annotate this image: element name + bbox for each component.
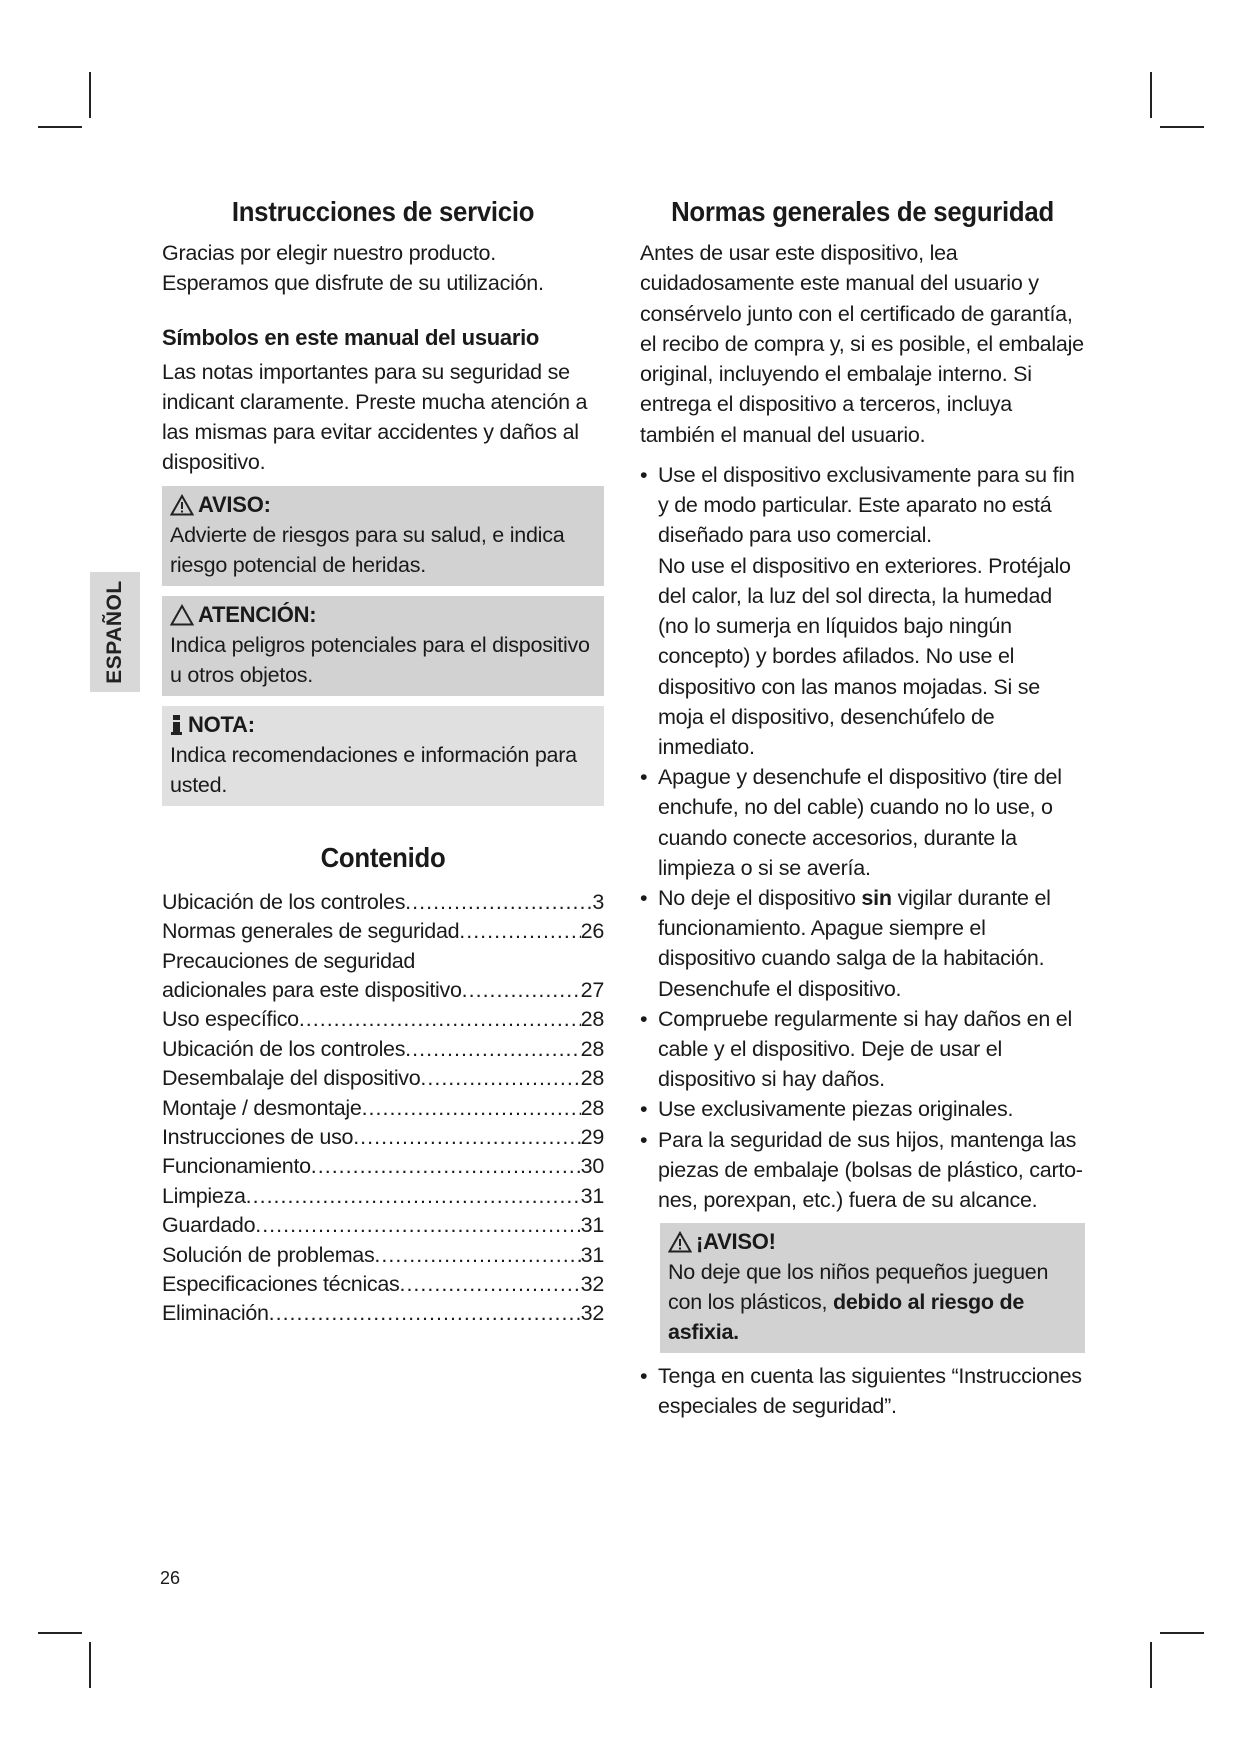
warning-icon [170, 494, 194, 516]
toc-entry[interactable]: Limpieza ..... 31 [162, 1182, 604, 1211]
caution-icon [170, 604, 194, 626]
aviso-box [162, 486, 604, 586]
table-of-contents [162, 888, 604, 1329]
toc-entry[interactable]: Especificaciones técnicas ..... 32 [162, 1270, 604, 1299]
toc-entry[interactable]: Montaje / desmontaje ..... 28 [162, 1094, 604, 1123]
page-title: Instrucciones de servicio [231, 196, 535, 227]
toc-title: Contenido [320, 841, 446, 873]
toc-entry-pre-line: Precauciones de seguridad [162, 948, 416, 973]
nota-title: NOTA: [188, 711, 255, 737]
aviso-title: AVISO: [198, 491, 271, 517]
toc-entry[interactable]: Eliminación ..... 32 [162, 1299, 604, 1328]
atencion-box [162, 596, 604, 696]
crop-mark [1150, 1642, 1152, 1688]
crop-mark [1160, 126, 1204, 128]
crop-mark [1160, 1632, 1204, 1634]
toc-entry[interactable]: Normas generales de seguridad ..... 26 [162, 917, 604, 946]
right-column [640, 196, 1085, 1422]
symbols-heading: Símbolos en este manual del usuario [162, 324, 540, 350]
atencion-title: ATENCIÓN: [198, 601, 317, 627]
nota-text: Indica recomendaciones e información para usted. [170, 742, 577, 797]
safety-intro: Antes de usar este dispositivo, lea cuidadosamente este manual del usuario y consérvelo junto con el certificado de garantía, el recibo de compra y, si es posible, el embalaje original, incluyendo el embalaje interno. Si entrega el dispositivo a terceros, incluya también el manual del usuario. [640, 241, 1084, 447]
list-item: • Compruebe regularmente si hay daños en el cable y el dispositivo. Deje de usar el dispositivo si hay daños. [640, 1004, 1085, 1095]
crop-mark [38, 126, 82, 128]
toc-entry[interactable]: adicionales para este dispositivo ..... 27 [162, 976, 604, 1005]
crop-mark [89, 1642, 91, 1688]
crop-mark [38, 1632, 82, 1634]
left-column [162, 196, 604, 1329]
warning-icon [668, 1231, 692, 1253]
info-icon [170, 714, 184, 736]
crop-mark [89, 72, 91, 118]
toc-entry[interactable]: Ubicación de los controles ..... 28 [162, 1035, 604, 1064]
list-item: • Use exclusivamente piezas originales. [640, 1094, 1085, 1124]
language-tab [90, 572, 140, 692]
toc-entry[interactable]: Uso específico ..... 28 [162, 1005, 604, 1034]
list-item: • Apague y desenchufe el dispositivo (tire del enchufe, no del cable) cuando no lo use, o cuando conecte accesorios, durante la limpieza o si se avería. [640, 762, 1085, 883]
language-tab-label: ESPAÑOL [103, 580, 126, 684]
child-warning-text: No deje que los niños pequeños jueguen con los plásticos, debido al riesgo de asfixia. [668, 1260, 1049, 1345]
list-item: • Use el dispositivo exclusivamente para su fin y de modo particular. Este aparato no está diseñado para uso comercial. No use el dispositivo en exteriores. Protéjalo del calor, la luz del sol directa, la humedad (no lo sumerja en líquidos bajo ningún concepto) y bordes afilados. No use el dispositivo con las manos mojadas. Si se moja el dispositivo, desenchúfelo de inmediato. [640, 460, 1085, 762]
atencion-text: Indica peligros potenciales para el dispositivo u otros objetos. [170, 632, 590, 687]
toc-entry[interactable]: Instrucciones de uso ..... 29 [162, 1123, 604, 1152]
list-item: • Tenga en cuenta las siguientes “Instrucciones especiales de seguridad”. [640, 1361, 1085, 1421]
crop-mark [1150, 72, 1152, 118]
nota-box [162, 706, 604, 806]
toc-entry[interactable]: Solución de problemas ..... 31 [162, 1241, 604, 1270]
toc-entry[interactable]: Desembalaje del dispositivo ..... 28 [162, 1064, 604, 1093]
symbols-text: Las notas importantes para su seguridad se indicant claramente. Preste mucha atención a las mismas para evitar accidentes y daños al dispositivo. [162, 359, 588, 475]
toc-entry[interactable]: Guardado ..... 31 [162, 1211, 604, 1240]
toc-entry[interactable]: Ubicación de los controles ..... 3 [162, 888, 604, 917]
toc-entry[interactable]: Funcionamiento ..... 30 [162, 1152, 604, 1181]
aviso-text: Advierte de riesgos para su salud, e indica riesgo potencial de heridas. [170, 522, 565, 577]
safety-list [640, 460, 1085, 1421]
intro-text: Gracias por elegir nuestro producto. Esperamos que disfrute de su utilización. [162, 241, 544, 296]
list-item: • No deje el dispositivo sin vigilar durante el funcionamiento. Apague siempre el dispositivo cuando salga de la habitación. Desenchufe el dispositivo. [640, 883, 1085, 1004]
list-item: • Para la seguridad de sus hijos, mantenga las piezas de embalaje (bolsas de plástico, cartones, porexpan, etc.) fuera de su alcance. ¡AVISO! No deje que los niños pequeños jueguen con los plásticos, debido al riesgo de asfixia. [640, 1125, 1085, 1354]
child-warning-box [660, 1223, 1085, 1353]
child-warning-title: ¡AVISO! [696, 1229, 776, 1255]
safety-title: Normas generales de seguridad [671, 196, 1054, 227]
page-number: 26 [160, 1568, 181, 1588]
